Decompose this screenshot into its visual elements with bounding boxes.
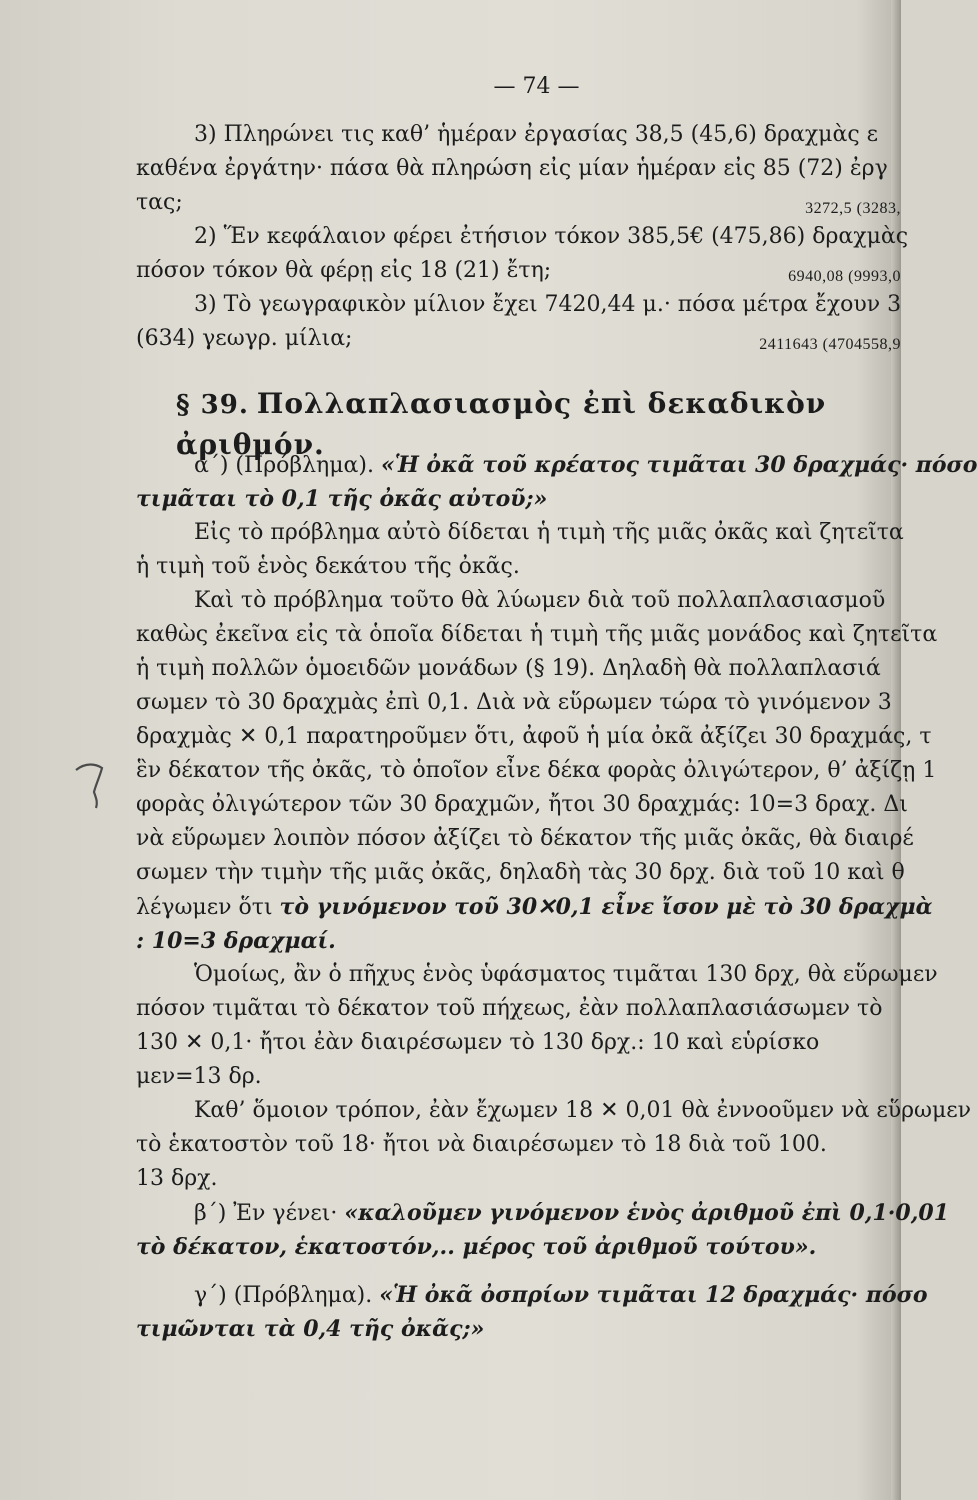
paragraph-line: Ὁμοίως, ἂν ὁ πῆχυς ἑνὸς ὑφάσματος τιμᾶται 130 δρχ, θὰ εὕρωμεν — [194, 962, 938, 987]
paragraph-line: φορὰς ὀλιγώτερον τῶν 30 δραχμῶν, ἤτοι 30 δραχμάς: 10=3 δραχ. Δι — [136, 792, 908, 817]
problem-line: 3) Πληρώνει τις καθ’ ἡμέραν ἐργασίας 38,5 (45,6) δραχμὰς ε — [194, 122, 879, 147]
handwritten-margin-mark-icon — [72, 756, 108, 816]
paragraph-line: δραχμὰς ✕ 0,1 παρατηροῦμεν ὅτι, ἀφοῦ ἡ μία ὀκᾶ ἀξίζει 30 δραχμάς, τ — [136, 724, 932, 749]
section-heading — [136, 384, 901, 461]
paragraph-line: ἓν δέκατον τῆς ὀκᾶς, τὸ ὁποῖον εἶνε δέκα φορὰς ὀλιγώτερον, θ’ ἀξίζῃ 1 — [136, 758, 937, 783]
answer-value: 2411643 (4704558,9 — [759, 336, 901, 353]
paragraph-line: τὸ ἑκατοστὸν τοῦ 18· ἤτοι νὰ διαιρέσωμεν τὸ 18 διὰ τοῦ 100. — [136, 1132, 827, 1157]
paragraph-line: μεν=13 δρ. — [136, 1064, 262, 1089]
section-title: Πολλαπλασιασμὸς ἐπὶ δεκαδικὸν ἀριθμόν. — [176, 387, 827, 461]
page-content — [136, 70, 977, 1346]
paragraph-line: Εἰς τὸ πρόβλημα αὐτὸ δίδεται ἡ τιμὴ τῆς μιᾶς ὀκᾶς καὶ ζητεῖτα — [194, 520, 904, 545]
problem-line-text: (634) γεωγρ. μίλια; — [136, 326, 353, 351]
conclusion-bold: τὸ γινόμενον τοῦ 30✕0,1 εἶνε ἴσον μὲ τὸ 30 δραχμὰ — [279, 894, 933, 920]
section-number: § 39. — [176, 390, 249, 420]
paragraph-line: Καὶ τὸ πρόβλημα τοῦτο θὰ λύωμεν διὰ τοῦ πολλαπλασιασμοῦ — [194, 588, 886, 613]
problem-line-text: τας; — [136, 190, 183, 215]
problem-line: 2) Ἕν κεφάλαιον φέρει ἐτήσιον τόκον 385,5€ (475,86) δραχμὰς — [194, 224, 909, 249]
problem-a-text: «Ἡ ὀκᾶ τοῦ κρέατος τιμᾶται 30 δραχμάς· πόσο — [380, 452, 977, 478]
problem-c-label: γ΄) (Πρόβλημα). — [194, 1283, 373, 1308]
paragraph-line: νὰ εὕρωμεν λοιπὸν πόσον ἀξίζει τὸ δέκατον τῆς μιᾶς ὀκᾶς, θὰ διαιρέ — [136, 826, 914, 851]
problem-line — [136, 322, 901, 356]
answer-value: 6940,08 (9993,0 — [788, 268, 901, 285]
problem-line: καθένα ἐργάτην· πάσα θὰ πληρώση εἰς μίαν ἡμέραν εἰς 85 (72) ἐργ — [136, 156, 888, 181]
rule-b-label: β΄) Ἐν γένει· — [194, 1201, 338, 1226]
problem-line — [136, 186, 901, 220]
problem-c-text: «Ἡ ὀκᾶ ὀσπρίων τιμᾶται 12 δραχμάς· πόσο — [379, 1282, 928, 1308]
problem-a-line — [136, 448, 977, 482]
problem-line — [136, 254, 901, 288]
rule-b-text: «καλοῦμεν γινόμενον ἑνὸς ἀριθμοῦ ἐπὶ 0,1·0,01 — [344, 1200, 949, 1226]
paragraph-line: Καθ’ ὅμοιον τρόπον, ἐὰν ἔχωμεν 18 ✕ 0,01 θὰ ἐννοοῦμεν νὰ εὕρωμεν — [194, 1098, 972, 1123]
conclusion-line: : 10=3 δραχμαί. — [136, 928, 336, 954]
problem-line-text: πόσον τόκον θὰ φέρῃ εἰς 18 (21) ἔτη; — [136, 258, 552, 283]
rule-b-line: τὸ δέκατον, ἑκατοστόν,.. μέρος τοῦ ἀριθμοῦ τούτου». — [136, 1234, 817, 1260]
paragraph-line: 130 ✕ 0,1· ἤτοι ἐὰν διαιρέσωμεν τὸ 130 δρχ.: 10 καὶ εὑρίσκο — [136, 1030, 820, 1055]
rule-b-line — [136, 1196, 949, 1230]
problem-c-line: τιμῶνται τὰ 0,4 τῆς ὀκᾶς;» — [136, 1316, 485, 1342]
paragraph-line: καθὼς ἐκεῖνα εἰς τὰ ὁποῖα δίδεται ἡ τιμὴ τῆς μιᾶς μονάδος καὶ ζητεῖτα — [136, 622, 938, 647]
paragraph-line: ἡ τιμὴ πολλῶν ὁμοειδῶν μονάδων (§ 19). Δηλαδὴ θὰ πολλαπλασιά — [136, 656, 881, 681]
spacer — [136, 1264, 901, 1278]
problem-a-label: α΄) (Πρόβλημα). — [194, 453, 374, 478]
paragraph-line: σωμεν τὸ 30 δραχμὰς ἐπὶ 0,1. Διὰ νὰ εὕρωμεν τώρα τὸ γινόμενον 3 — [136, 690, 892, 715]
paragraph-line: πόσον τιμᾶται τὸ δέκατον τοῦ πήχεως, ἐὰν πολλαπλασιάσωμεν τὸ — [136, 996, 883, 1021]
conclusion-line — [136, 890, 933, 924]
paragraph-line: σωμεν τὴν τιμὴν τῆς μιᾶς ὀκᾶς, δηλαδὴ τὰς 30 δρχ. διὰ τοῦ 10 καὶ θ — [136, 860, 905, 885]
problem-c-line — [136, 1278, 928, 1312]
problem-a-line: τιμᾶται τὸ 0,1 τῆς ὀκᾶς αὐτοῦ;» — [136, 486, 548, 512]
answer-value: 3272,5 (3283, — [805, 200, 901, 217]
problem-line: 3) Τὸ γεωγραφικὸν μίλιον ἔχει 7420,44 μ.· πόσα μέτρα ἔχουν 3 — [194, 292, 902, 317]
paragraph-line: ἡ τιμὴ τοῦ ἑνὸς δεκάτου τῆς ὀκᾶς. — [136, 554, 520, 579]
conclusion-start: λέγωμεν ὅτι — [136, 895, 280, 920]
paragraph-line: 13 δρχ. — [136, 1166, 218, 1191]
page-number: — 74 — — [493, 74, 580, 99]
